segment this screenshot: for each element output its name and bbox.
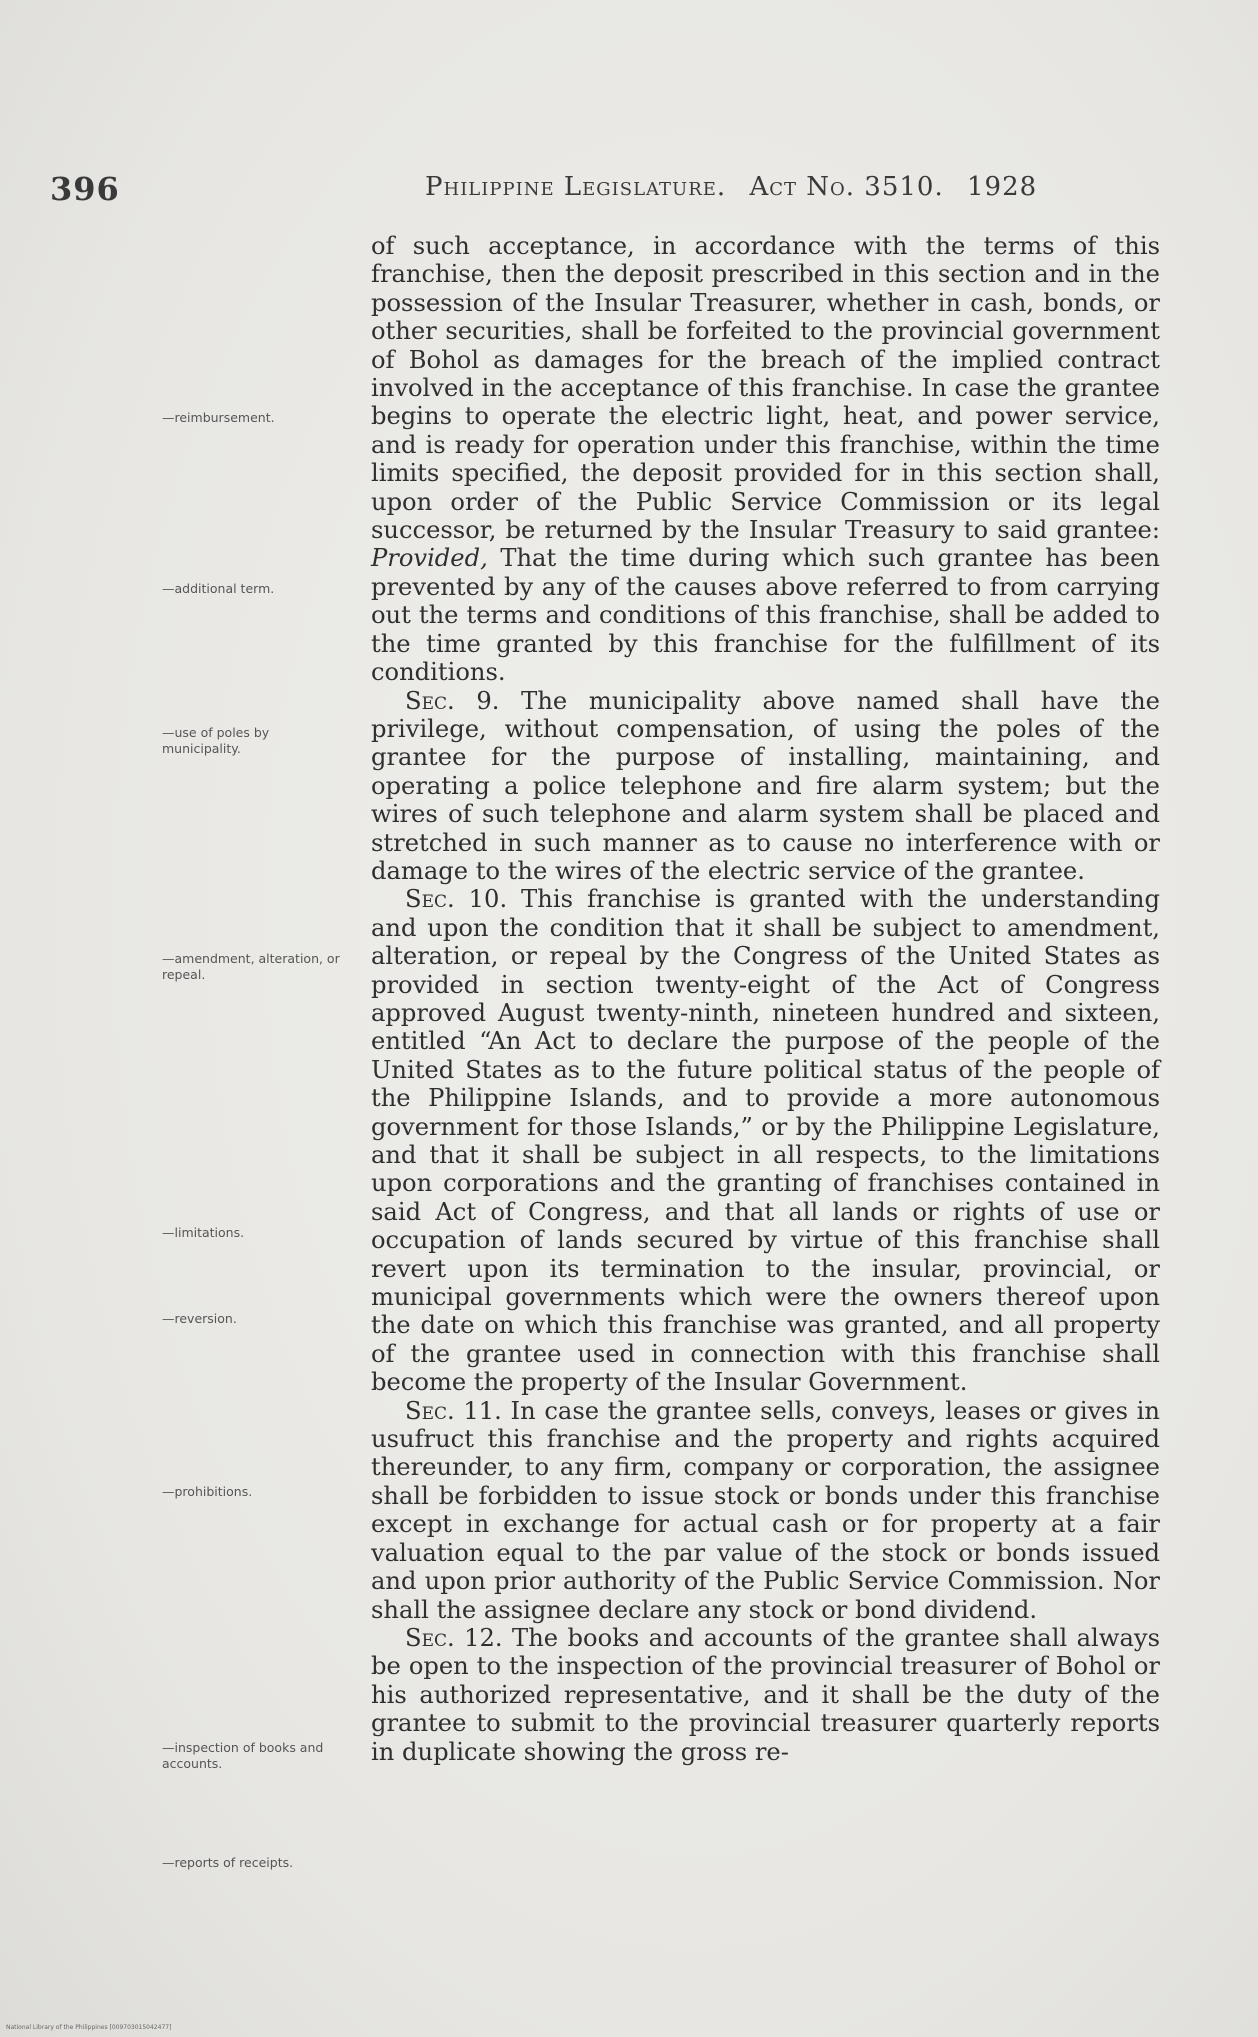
margin-note-additional-term: —additional term. [162,581,275,596]
paragraph-continuation: of such acceptance, in accordance with the terms of this franchise, then the deposit prescribed in this section and in the possession of the Insular Treasurer, whether in cash, bonds, or other securities, shall be forfeited to the provincial government of Bohol as damages for the breach of the implied contract involved in the acceptance of this franchise. In case the grantee begins to operate the electric light, heat, and power service, and is ready for operation under this franchise, within the time limits specified, the deposit provided for in this section shall, upon order of the Public Service Commission or its legal successor, be returned by the Insular Treasury to said grantee: Provided, That the time during which such grantee has been prevented by any of the causes above referred to from carrying out the terms and conditions of this franchise, shall be added to the time granted by this franchise for the fulfillment of its conditions. [371,232,1160,687]
header-year: 1928 [967,172,1038,202]
proviso-italic: Provided, [371,544,488,573]
scan-footer: National Library of the Philippines [009703015042477] [6,2024,172,2031]
header-act: Act No. 3510. [749,172,944,202]
section-label: Sec. 10. [405,885,508,914]
margin-note-use-of-poles: —use of poles by municipality. [162,725,270,756]
page-number: 396 [50,170,120,208]
section-label: Sec. 12. [405,1623,503,1652]
section-label: Sec. 11. [405,1396,502,1425]
margin-note-reimbursement: —reimbursement. [162,410,275,425]
section-9: Sec. 9. The municipality above named shall have the privilege, without compensation, of using the poles of the grantee for the purpose of installing, maintaining, and operating a police telephone and fire alarm system; but the wires of such telephone and alarm system shall be placed and stretched in such manner as to cause no interference with or damage to the wires of the electric service of the grantee. [371,686,1160,885]
margin-note-amendment: —amendment, alteration, or repeal. [162,951,340,982]
section-12: Sec. 12. The books and accounts of the grantee shall always be open to the inspection of the provincial treasurer of Bohol or his authorized representative, and it shall be the duty of the grantee to submit to the provincial treasurer quarterly reports in duplicate showing the gross re- [371,1623,1160,1766]
section-11: Sec. 11. In case the grantee sells, conveys, leases or gives in usufruct this franchise and the property and rights acquired thereunder, to any firm, company or corporation, the assignee shall be forbidden to issue stock or bonds under this franchise except in exchange for actual cash or for property at a fair valuation equal to the par value of the stock or bonds issued and upon prior authority of the Public Service Commission. Nor shall the assignee declare any stock or bond dividend. [371,1396,1160,1624]
body-text [371,232,1160,1766]
margin-note-prohibitions: —prohibitions. [162,1484,253,1499]
running-header [425,172,1125,202]
margin-note-limitations: —limitations. [162,1225,245,1240]
header-title: Philippine Legislature. [425,172,727,202]
margin-note-inspection: —inspection of books and accounts. [162,1740,324,1771]
section-10: Sec. 10. This franchise is granted with the understanding and upon the condition that it shall be subject to amendment, alteration, or repeal by the Congress of the United States as provided in section twenty-eight of the Act of Congress approved August twenty-ninth, nineteen hundred and sixteen, entitled “An Act to declare the purpose of the people of the United States as to the future political status of the people of the Philippine Islands, and to provide a more autonomous government for those Islands,” or by the Philippine Legislature, and that it shall be subject in all respects, to the limitations upon corporations and the granting of franchises contained in said Act of Congress, and that all lands or rights of use or occupation of lands secured by virtue of this franchise shall revert upon its termination to the insular, provincial, or municipal governments which were the owners thereof upon the date on which this franchise was granted, and all property of the grantee used in connection with this franchise shall become the property of the Insular Government. [371,885,1160,1397]
margin-note-reversion: —reversion. [162,1311,237,1326]
section-label: Sec. 9. [405,686,500,715]
margin-note-reports: —reports of receipts. [162,1855,294,1870]
